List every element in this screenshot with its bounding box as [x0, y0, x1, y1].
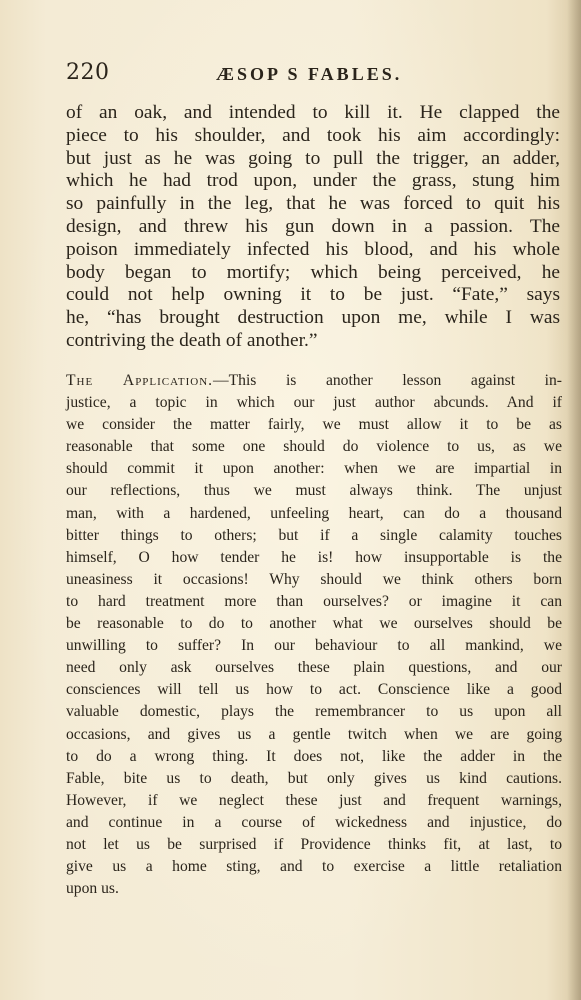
application-line: uneasiness it occasions! Why should we think others born: [66, 570, 562, 588]
application-line: to hard treatment more than ourselves? or imagine it can: [66, 592, 562, 610]
fable-line: piece to his shoulder, and took his aim accordingly:: [66, 124, 560, 146]
fable-line: which he had trod upon, under the grass, stung him: [66, 170, 560, 192]
application-line: and continue in a course of wickedness and injustice, do: [66, 813, 562, 831]
application-line: our reflections, thus we must always think. The unjust: [66, 482, 562, 500]
application-line: upon us.: [66, 880, 119, 898]
application-line: unwilling to suffer? In our behaviour to all mankind, we: [66, 637, 562, 655]
application-line: need only ask ourselves these plain questions, and our: [66, 659, 562, 677]
application-line: man, with a hardened, unfeeling heart, can do a thousand: [66, 504, 562, 522]
application-first-line-rest: —This is another lesson against in-: [213, 372, 562, 389]
application-line: we consider the matter fairly, we must allow it to be as: [66, 416, 562, 434]
application-line: valuable domestic, plays the remembrancer to us upon all: [66, 703, 562, 721]
application-text: [66, 370, 562, 900]
application-line: not let us be surprised if Providence thinks fit, at last, to: [66, 835, 562, 853]
fable-line: he, “has brought destruction upon me, while I was: [66, 307, 560, 329]
application-line: reasonable that some one should do violence to us, as we: [66, 438, 562, 456]
fable-line: poison immediately infected his blood, and his whole: [66, 238, 560, 260]
fable-line: design, and threw his gun down in a passion. The: [66, 215, 560, 237]
application-line: bitter things to others; but if a single calamity touches: [66, 526, 562, 544]
fable-line: could not help owning it to be just. “Fate,” says: [66, 284, 560, 306]
application-line: justice, a topic in which our just author abcunds. And if: [66, 394, 562, 412]
fable-line: so painfully in the leg, that he was forced to quit his: [66, 193, 560, 215]
application-line: give us a home sting, and to exercise a little retaliation: [66, 858, 562, 876]
application-line: consciences will tell us how to act. Conscience like a good: [66, 681, 562, 699]
application-first-line: [66, 370, 562, 392]
application-line: to do a wrong thing. It does not, like the adder in the: [66, 747, 562, 765]
fable-line: body began to mortify; which being perceived, he: [66, 261, 560, 283]
application-line: should commit it upon another: when we are impartial in: [66, 460, 562, 478]
application-line: Fable, bite us to death, but only gives us kind cautions.: [66, 769, 562, 787]
application-line: occasions, and gives us a gentle twitch when we are going: [66, 725, 562, 743]
application-line: himself, O how tender he is! how insupportable is the: [66, 548, 562, 566]
application-heading: The Application.: [66, 372, 214, 389]
page-edge-shadow: [567, 0, 581, 1000]
application-line: be reasonable to do to another what we ourselves should be: [66, 615, 562, 633]
page-number: 220: [66, 60, 110, 85]
fable-line: of an oak, and intended to kill it. He clapped the: [66, 102, 560, 123]
fable-text: [66, 102, 560, 353]
running-header: [66, 60, 556, 90]
fable-line: but just as he was going to pull the trigger, an adder,: [66, 147, 560, 169]
running-title: ÆSOP S FABLES.: [216, 64, 403, 84]
application-line: However, if we neglect these just and frequent warnings,: [66, 791, 562, 809]
fable-line: contriving the death of another.”: [66, 329, 318, 351]
